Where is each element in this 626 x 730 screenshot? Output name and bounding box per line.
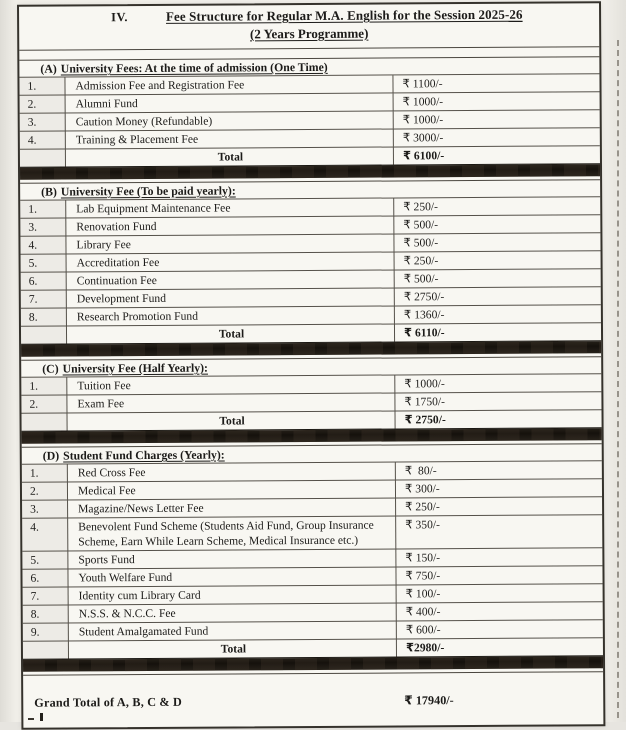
serial-cell: 2. [22,482,68,499]
fee-label: Magazine/News Letter Fee [68,498,396,517]
total-row-A [20,145,600,167]
fee-row-A-2 [20,109,600,131]
total-amount: ₹2980/- [405,641,445,655]
fee-row-B-0 [20,196,600,218]
serial-cell: 2. [21,395,67,412]
fee-label: Identity cum Library Card [69,585,397,604]
fee-amount: ₹ 80/- [404,464,437,478]
fee-row-A-0 [19,73,599,95]
serial-cell: 4. [22,518,68,550]
fee-amount: ₹ 150/- [405,551,441,565]
serial-cell: 4. [20,131,66,148]
fee-row-D-5 [22,565,602,587]
fee-amount: ₹ 1360/- [403,308,445,322]
fee-amount: ₹ 350/- [405,518,440,532]
fee-row-D-8 [23,619,603,641]
total-row-C [21,409,601,431]
grand-total-row [23,671,603,728]
fee-amount: ₹ 250/- [405,500,440,514]
section-C-prefix: (C) [42,361,59,376]
serial-cell: 1. [20,200,66,217]
fee-row-D-7 [23,601,603,623]
fee-amount: ₹ 500/- [403,236,439,250]
fee-amount: ₹ 250/- [403,254,439,268]
fee-amount: ₹ 500/- [403,218,439,232]
fee-row-D-0 [22,460,602,482]
fee-amount: ₹ 1000/- [404,377,445,391]
fee-label: Caution Money (Refundable) [66,111,394,130]
fee-label: Exam Fee [67,393,395,412]
fee-amount: ₹ 250/- [403,200,439,214]
total-label: Total [66,147,394,166]
fee-amount: ₹ 100/- [405,587,441,601]
section-A-prefix: (A) [40,61,57,76]
subtitle-line [23,23,595,44]
fee-label: Medical Fee [68,480,396,499]
serial-cell-empty [21,326,67,343]
fee-row-B-1 [20,214,600,236]
fee-amount: ₹ 3000/- [402,131,444,145]
fee-label: Alumni Fund [66,93,394,112]
fee-amount: ₹ 2750/- [403,290,445,304]
fee-row-B-6 [21,304,601,326]
fee-row-D-1 [22,478,602,500]
serial-cell-empty [20,149,66,166]
total-row-B [21,322,601,344]
grand-total-label: Grand Total of A, B, C & D [34,694,183,710]
serial-cell-empty [23,641,69,658]
fee-structure-table [17,1,605,730]
fee-label: Red Cross Fee [68,462,396,481]
serial-cell: 1. [21,377,67,394]
fee-label: Admission Fee and Registration Fee [65,75,393,94]
total-label: Total [68,411,396,430]
serial-cell: 8. [21,308,67,325]
section-B-prefix: (B) [41,184,57,199]
fee-label: Continuation Fee [67,270,395,289]
fee-label: Tuition Fee [67,375,395,394]
fee-row-B-4 [21,268,601,290]
fee-label: Training & Placement Fee [66,129,394,148]
section-C-heading-text: University Fee (Half Yearly): [62,360,209,376]
fee-label: Benevolent Fund Scheme (Students Aid Fund, Group Insurance Scheme, Earn While Learn Scheme, Medical Insurance etc.) [68,516,396,550]
fee-row-A-3 [20,127,600,149]
serial-cell: 3. [20,218,66,235]
serial-cell: 6. [22,569,68,586]
serial-cell: 2. [20,95,66,112]
fee-label: N.S.S. & N.C.C. Fee [69,603,397,622]
fee-amount: ₹ 400/- [405,605,441,619]
fee-amount: ₹ 1000/- [402,113,444,127]
fee-label: Renovation Fund [66,216,394,235]
fee-row-C-0 [21,373,601,395]
total-amount: ₹ 6110/- [403,326,445,340]
total-row-D [23,637,603,659]
scan-artifact-mark [40,713,43,721]
fee-row-B-5 [21,286,601,308]
fee-label: Sports Fund [68,549,396,568]
section-D-prefix: (D) [42,448,60,463]
fee-label: Accreditation Fee [67,252,395,271]
fee-label: Library Fee [66,234,394,253]
serial-cell: 4. [20,236,66,253]
fee-row-B-3 [21,250,601,272]
fee-row-D-3 [22,514,602,551]
section-D-heading-text: Student Fund Charges (Yearly): [63,447,225,463]
fee-row-D-6 [23,583,603,605]
document-header [19,3,599,51]
fee-label: Student Amalgamated Fund [69,621,397,640]
fee-row-C-1 [21,391,601,413]
fee-label: Youth Welfare Fund [68,567,396,586]
fee-label: Lab Equipment Maintenance Fee [66,198,394,217]
serial-cell-empty [22,413,68,430]
section-numeral: IV. [111,10,129,25]
fee-row-B-2 [20,232,600,254]
section-A-heading-text: University Fees: At the time of admission (One Time) [60,59,328,76]
serial-cell: 3. [20,113,66,130]
page-edge-artifact [617,40,619,718]
page-subtitle: (2 Years Programme) [249,25,369,42]
serial-cell: 1. [19,77,65,94]
fee-amount: ₹ 750/- [405,569,441,583]
fee-sections [19,56,603,672]
serial-cell: 7. [21,290,67,307]
total-amount: ₹ 2750/- [404,413,446,427]
serial-cell: 7. [23,587,69,604]
fee-row-D-2 [22,496,602,518]
fee-amount: ₹ 1750/- [404,395,446,409]
fee-amount: ₹ 300/- [404,482,440,496]
fee-row-D-4 [22,547,602,569]
serial-cell: 6. [21,272,67,289]
fee-label: Research Promotion Fund [67,306,395,325]
grand-total-amount: ₹ 17940/- [404,692,454,707]
serial-cell: 3. [22,500,68,517]
serial-cell: 8. [23,605,69,622]
fee-amount: ₹ 1100/- [402,77,443,91]
total-label: Total [67,324,395,343]
fee-amount: ₹ 600/- [405,623,441,637]
fee-amount: ₹ 500/- [403,272,439,286]
serial-cell: 5. [21,254,67,271]
fee-amount: ₹ 1000/- [402,95,444,109]
serial-cell: 9. [23,623,69,640]
serial-cell: 1. [22,464,68,481]
total-label: Total [69,639,397,658]
fee-label: Development Fund [67,288,395,307]
total-amount: ₹ 6100/- [402,149,445,163]
serial-cell: 5. [22,551,68,568]
section-B-heading-text: University Fee (To be paid yearly): [60,183,236,199]
fee-row-A-1 [20,91,600,113]
page-title: Fee Structure for Regular M.A. English for the Session 2025-26 [165,6,523,24]
